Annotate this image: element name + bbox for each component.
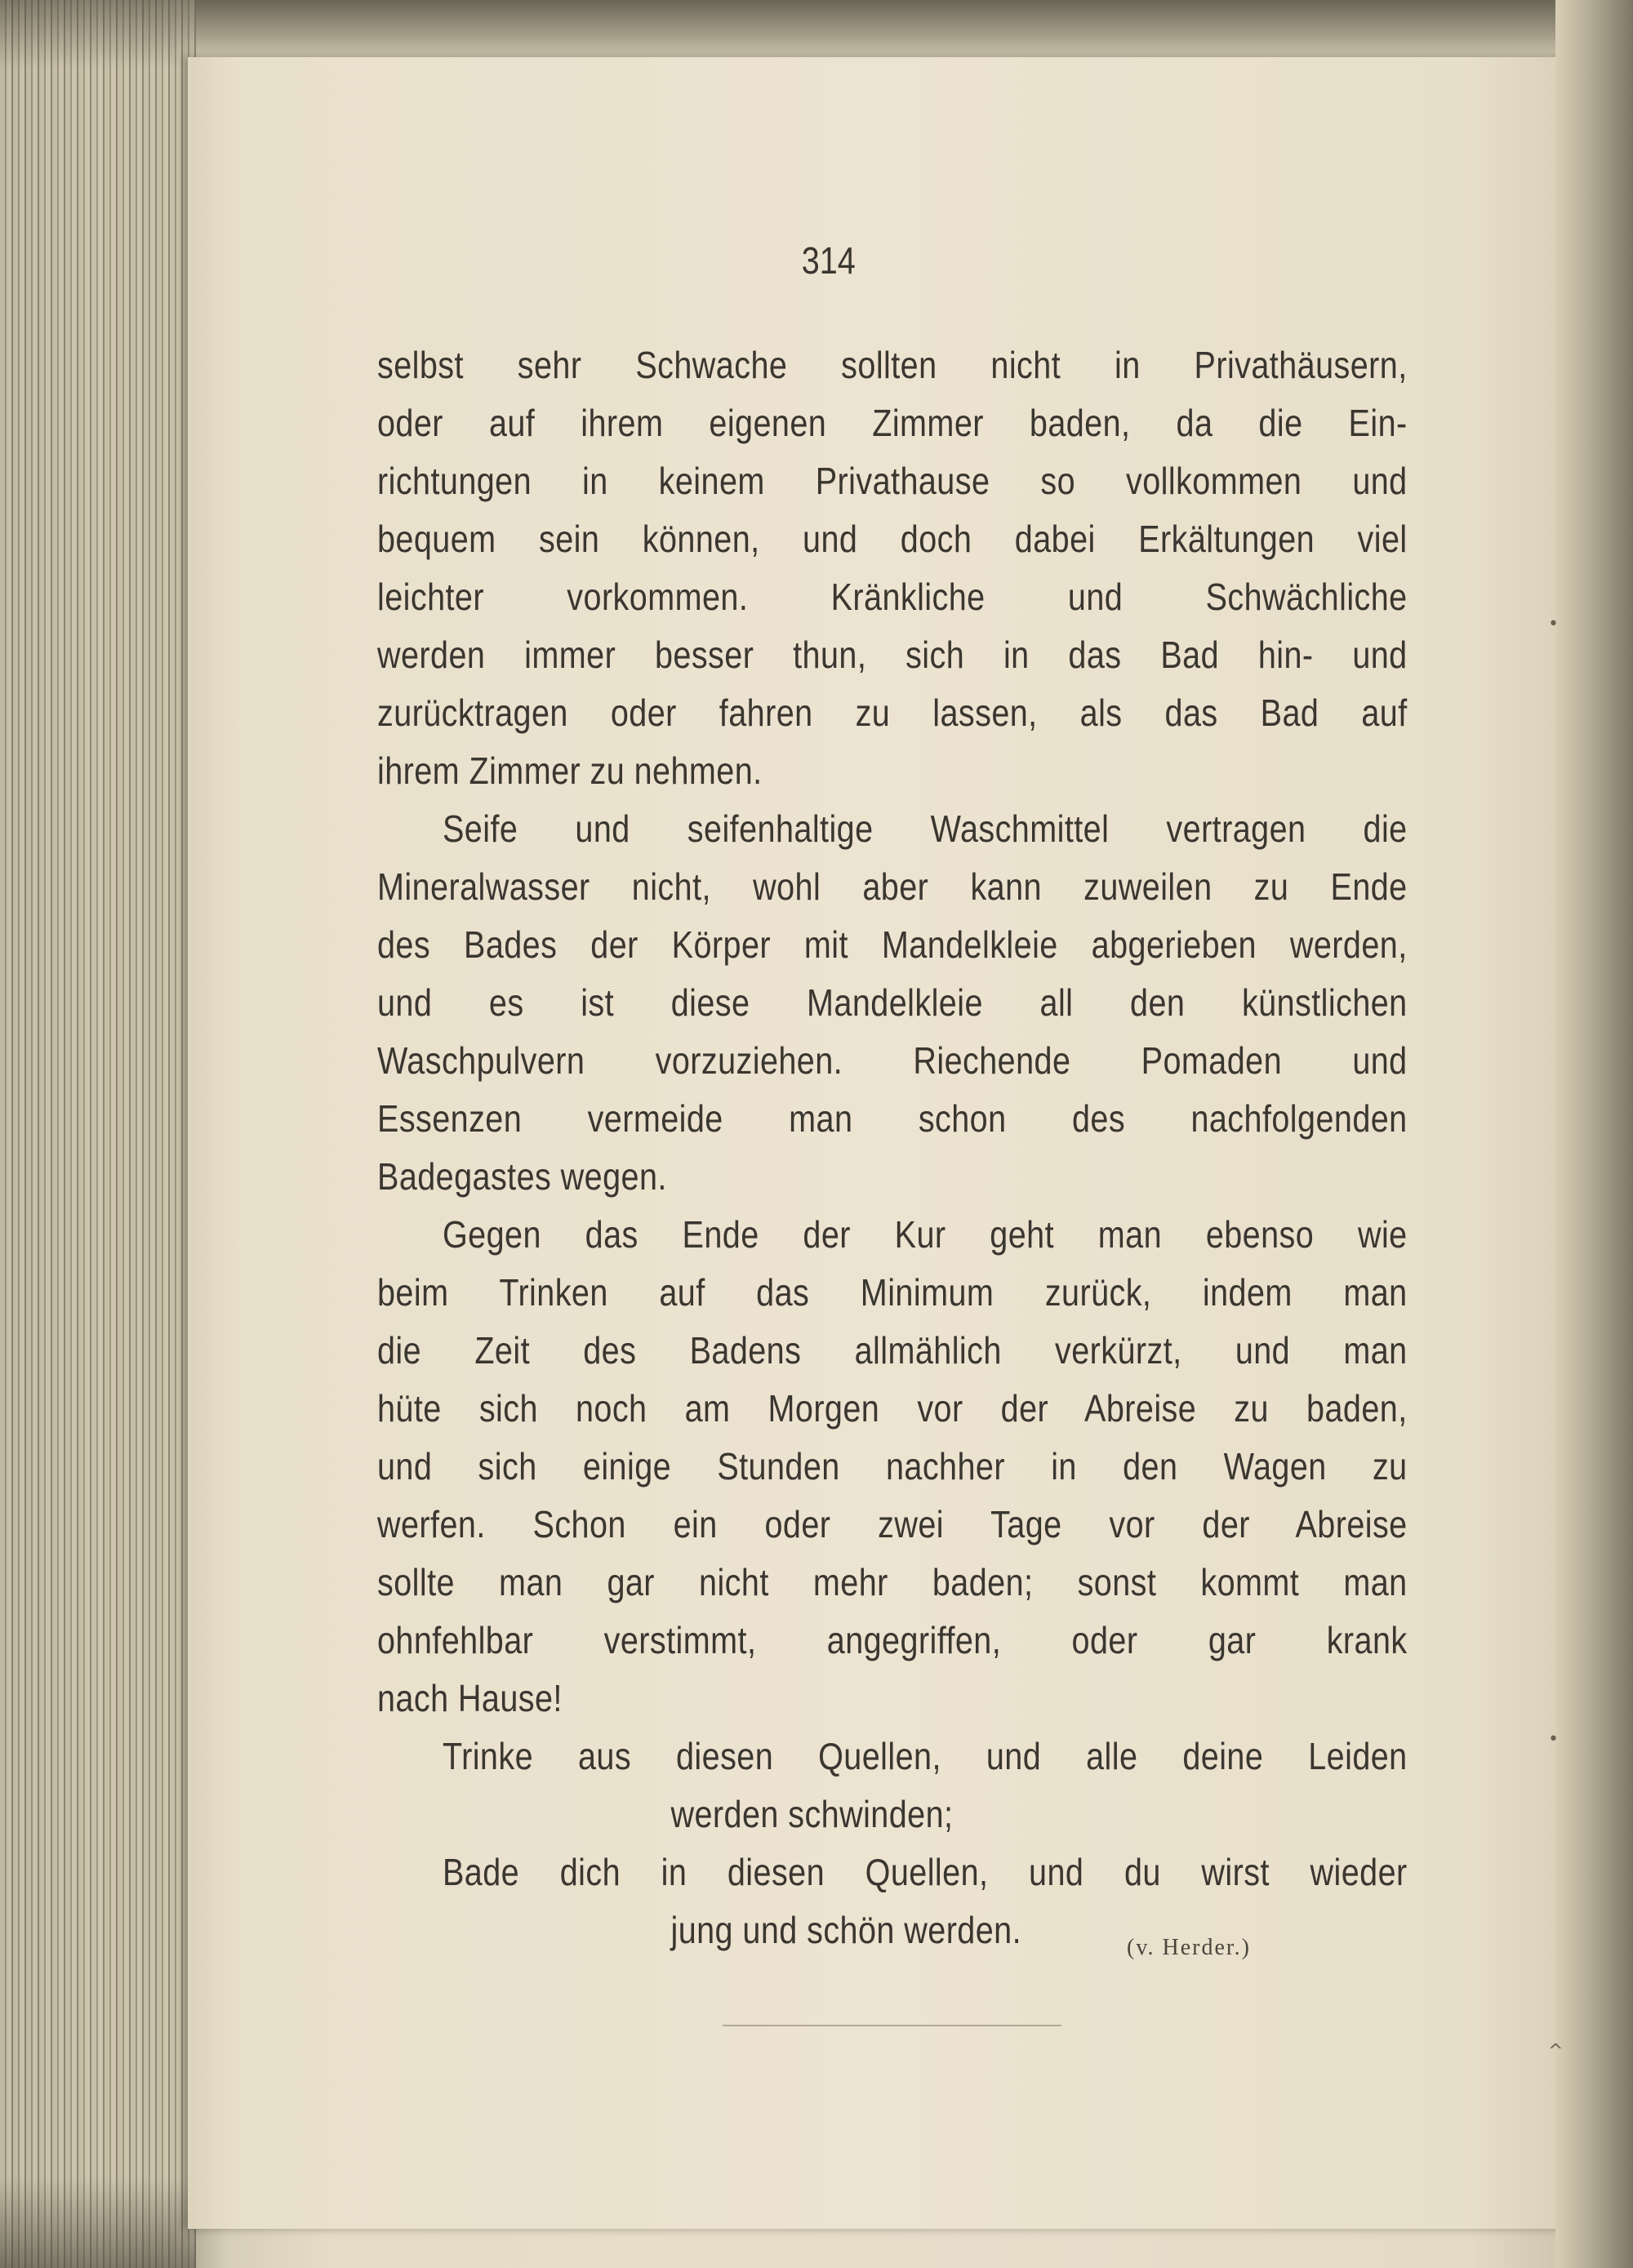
margin-mark-icon: • <box>1548 614 1559 634</box>
text-line: hüte sich noch am Morgen vor der Abreise zu baden, <box>377 1387 1408 1430</box>
text-line: nach Hause! <box>377 1677 563 1719</box>
verse-continuation: werden schwinden; <box>670 1793 954 1835</box>
text-line: beim Trinken auf das Minimum zurück, indem man <box>377 1271 1408 1314</box>
text-line: und sich einige Stunden nachher in den Wagen zu <box>377 1445 1408 1488</box>
text-line: Badegastes wegen. <box>377 1155 667 1198</box>
text-line: Waschpulvern vorzuziehen. Riechende Pomaden und <box>377 1039 1408 1082</box>
text-line: die Zeit des Badens allmählich verkürzt, und man <box>377 1329 1408 1372</box>
verse-attribution: (v. Herder.) <box>1127 1935 1252 1960</box>
paragraph-2 <box>377 800 1408 1206</box>
text-line: Gegen das Ende der Kur geht man ebenso wie <box>442 1213 1408 1256</box>
text-line: leichter vorkommen. Kränkliche und Schwächliche <box>377 576 1408 618</box>
text-line: Mineralwasser nicht, wohl aber kann zuweilen zu Ende <box>377 865 1408 908</box>
page-stack-edges <box>0 0 196 2268</box>
text-line: und es ist diese Mandelkleie all den künstlichen <box>377 981 1408 1024</box>
text-line: werden immer besser thun, sich in das Bad hin- und <box>377 634 1408 676</box>
text-line: werfen. Schon ein oder zwei Tage vor der Abreise <box>377 1503 1408 1545</box>
paragraph-1 <box>377 336 1408 800</box>
margin-mark-icon: ^ <box>1548 2041 1564 2061</box>
text-line: selbst sehr Schwache sollten nicht in Privathäusern, <box>377 344 1408 386</box>
page-number: 314 <box>801 239 856 282</box>
text-line: Seife und seifenhaltige Waschmittel vertragen die <box>442 807 1408 850</box>
page-text <box>377 336 1408 1959</box>
text-line: bequem sein können, und doch dabei Erkältungen viel <box>377 518 1408 560</box>
text-line: zurücktragen oder fahren zu lassen, als das Bad auf <box>377 692 1408 734</box>
text-line: richtungen in keinem Privathause so vollkommen und <box>377 460 1408 502</box>
top-edge-shadow <box>196 0 1555 61</box>
text-line: des Bades der Körper mit Mandelkleie abgerieben werden, <box>377 923 1408 966</box>
text-line: oder auf ihrem eigenen Zimmer baden, da die Ein- <box>377 402 1408 444</box>
paragraph-3 <box>377 1206 1408 1728</box>
verse-line: Bade dich in diesen Quellen, und du wirst wieder <box>442 1851 1408 1893</box>
verse-line: Trinke aus diesen Quellen, und alle deine Leiden <box>442 1735 1408 1777</box>
text-line: Essenzen vermeide man schon des nachfolgenden <box>377 1097 1408 1140</box>
verse-quote <box>377 1728 1408 1959</box>
text-line: sollte man gar nicht mehr baden; sonst kommt man <box>377 1561 1408 1603</box>
text-line: ohnfehlbar verstimmt, angegriffen, oder gar krank <box>377 1619 1408 1661</box>
end-rule <box>723 2025 1061 2026</box>
text-line: ihrem Zimmer zu nehmen. <box>377 749 763 792</box>
right-page-edge <box>1555 0 1633 2268</box>
verse-continuation: jung und schön werden. <box>670 1909 1022 1951</box>
margin-mark-icon: • <box>1548 1729 1559 1750</box>
